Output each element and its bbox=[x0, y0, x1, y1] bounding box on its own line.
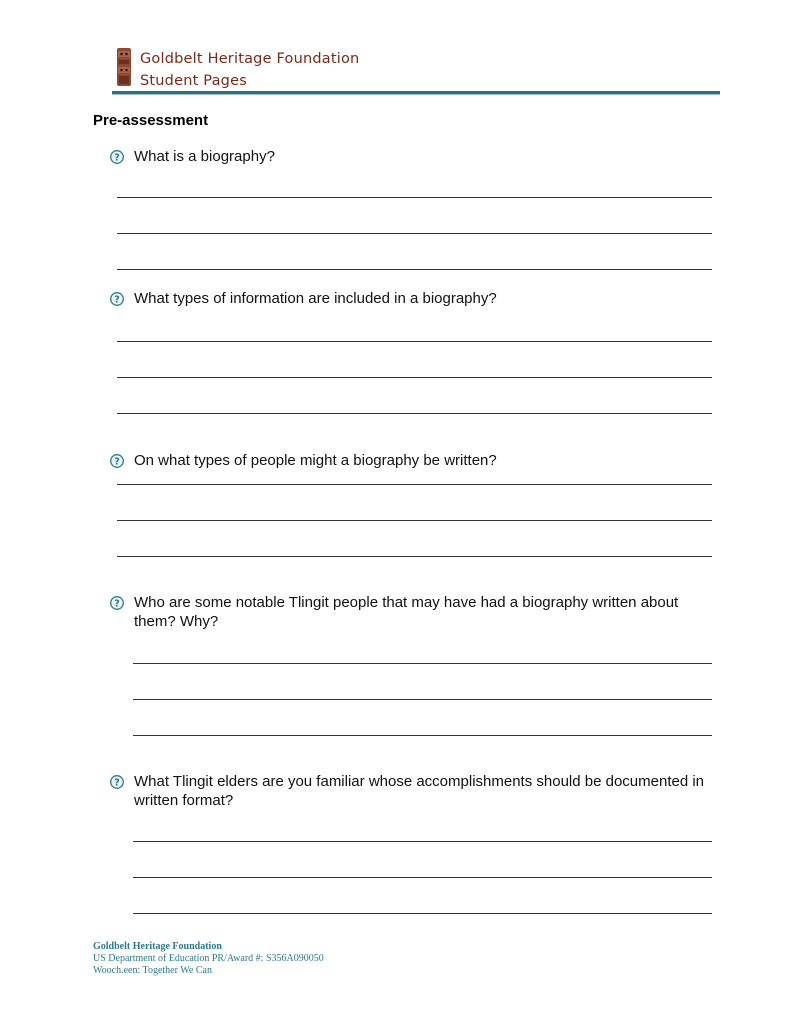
question-text: What is a biography? bbox=[134, 148, 275, 165]
section-heading: Pre-assessment bbox=[93, 112, 209, 129]
answer-line[interactable] bbox=[117, 413, 712, 414]
question-text: What types of information are included in a biography? bbox=[134, 290, 497, 307]
svg-text:?: ? bbox=[114, 294, 120, 306]
answer-line[interactable] bbox=[117, 269, 712, 270]
question-bubble-icon bbox=[110, 454, 124, 468]
answer-line[interactable] bbox=[133, 699, 712, 700]
answer-line[interactable] bbox=[133, 913, 712, 914]
svg-text:?: ? bbox=[114, 152, 120, 164]
footer bbox=[93, 941, 324, 977]
question-bubble-icon bbox=[110, 596, 124, 610]
header-title bbox=[140, 48, 359, 92]
question-bubble-icon bbox=[110, 150, 124, 164]
answer-line[interactable] bbox=[133, 663, 712, 664]
question-bubble-icon bbox=[110, 775, 124, 789]
footer-motto: Wooch.een: Together We Can bbox=[93, 965, 212, 976]
answer-line[interactable] bbox=[117, 341, 712, 342]
question-bubble-icon bbox=[110, 292, 124, 306]
answer-line[interactable] bbox=[133, 841, 712, 842]
svg-text:?: ? bbox=[114, 598, 120, 610]
question-text: What Tlingit elders are you familiar whose accomplishments should be documented in written format? bbox=[134, 773, 705, 809]
footer-award: US Department of Education PR/Award #: S356A090050 bbox=[93, 953, 324, 964]
answer-line[interactable] bbox=[117, 556, 712, 557]
answer-line[interactable] bbox=[117, 197, 712, 198]
header-divider bbox=[112, 91, 720, 95]
answer-line[interactable] bbox=[133, 877, 712, 878]
svg-text:?: ? bbox=[114, 777, 120, 789]
answer-line[interactable] bbox=[133, 735, 712, 736]
question-text: Who are some notable Tlingit people that may have had a biography written about them? Why? bbox=[134, 594, 679, 630]
question-text: On what types of people might a biography be written? bbox=[134, 452, 497, 469]
answer-line[interactable] bbox=[117, 484, 712, 485]
answer-line[interactable] bbox=[117, 233, 712, 234]
svg-text:?: ? bbox=[114, 456, 120, 468]
answer-line[interactable] bbox=[117, 377, 712, 378]
totem-pole-icon bbox=[115, 47, 133, 87]
header-line-1: Goldbelt Heritage Foundation bbox=[140, 51, 360, 67]
answer-line[interactable] bbox=[117, 520, 712, 521]
header-line-2: Student Pages bbox=[140, 73, 247, 89]
footer-org: Goldbelt Heritage Foundation bbox=[93, 941, 222, 952]
